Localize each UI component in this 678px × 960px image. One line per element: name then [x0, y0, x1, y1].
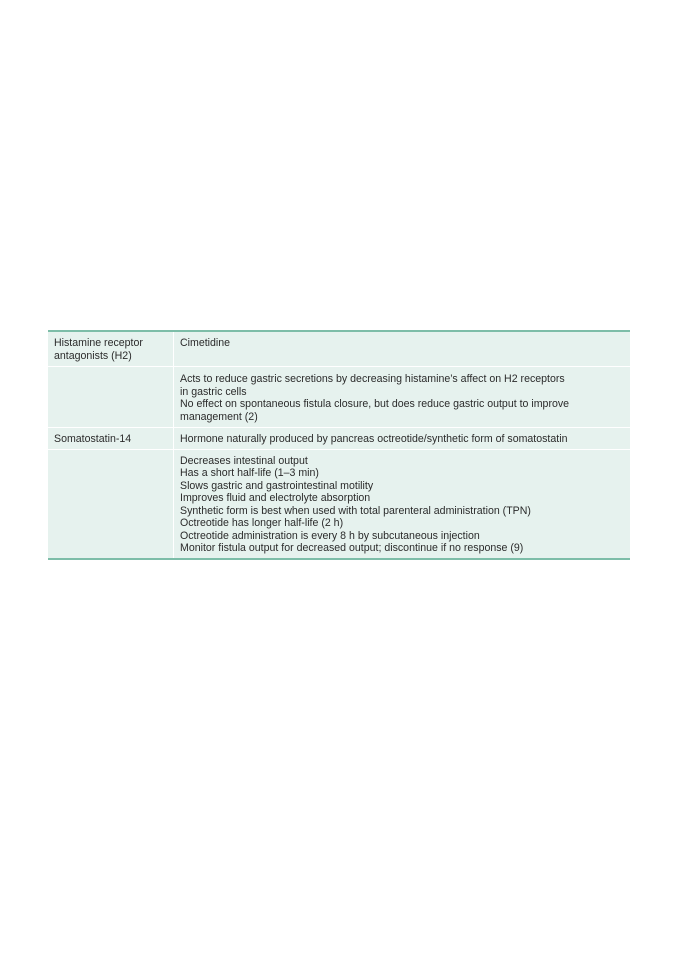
- drug-detail-text: Octreotide administration is every 8 h by subcutaneous injection: [180, 529, 480, 542]
- drug-detail-text: Synthetic form is best when used with total parenteral administration (TPN): [180, 504, 531, 517]
- drug-detail-text: Slows gastric and gastrointestinal motility: [180, 479, 374, 492]
- drug-detail-cell: [174, 428, 630, 449]
- drug-detail-text: management (2): [180, 410, 258, 423]
- drug-detail-text: Octreotide has longer half-life (2 h): [180, 517, 344, 529]
- drug-detail-text: Cimetidine: [180, 337, 231, 349]
- drug-class-text: Histamine receptor: [54, 337, 143, 349]
- drug-detail-text: Decreases intestinal output: [180, 454, 308, 467]
- drug-class-cell: [48, 428, 174, 449]
- drug-detail-cell: [174, 367, 630, 427]
- drug-class-text: Somatostatin-14: [54, 433, 132, 445]
- drug-detail-text: Acts to reduce gastric secretions by decreasing histamine’s affect on H2 receptors: [180, 373, 565, 385]
- drug-detail-text: Has a short half-life (1–3 min): [180, 467, 319, 479]
- drug-class-cell: [48, 332, 174, 366]
- drug-class-text: antagonists (H2): [54, 349, 132, 362]
- drug-table: [48, 330, 630, 560]
- drug-detail-cell: [174, 450, 630, 558]
- table-row: [48, 332, 630, 367]
- drug-class-cell: [48, 450, 174, 558]
- drug-detail-text: Monitor fistula output for decreased output; discontinue if no response (9): [180, 542, 524, 554]
- drug-detail-cell: [174, 332, 630, 366]
- drug-detail-text: Hormone naturally produced by pancreas octreotide/synthetic form of somatostatin: [180, 433, 568, 445]
- table-row: [48, 450, 630, 558]
- drug-class-cell: [48, 367, 174, 427]
- drug-detail-text: in gastric cells: [180, 385, 247, 398]
- drug-detail-text: No effect on spontaneous fistula closure, but does reduce gastric output to improve: [180, 398, 570, 410]
- table-row: [48, 367, 630, 428]
- drug-detail-text: Improves fluid and electrolyte absorption: [180, 492, 371, 504]
- table-row: [48, 428, 630, 450]
